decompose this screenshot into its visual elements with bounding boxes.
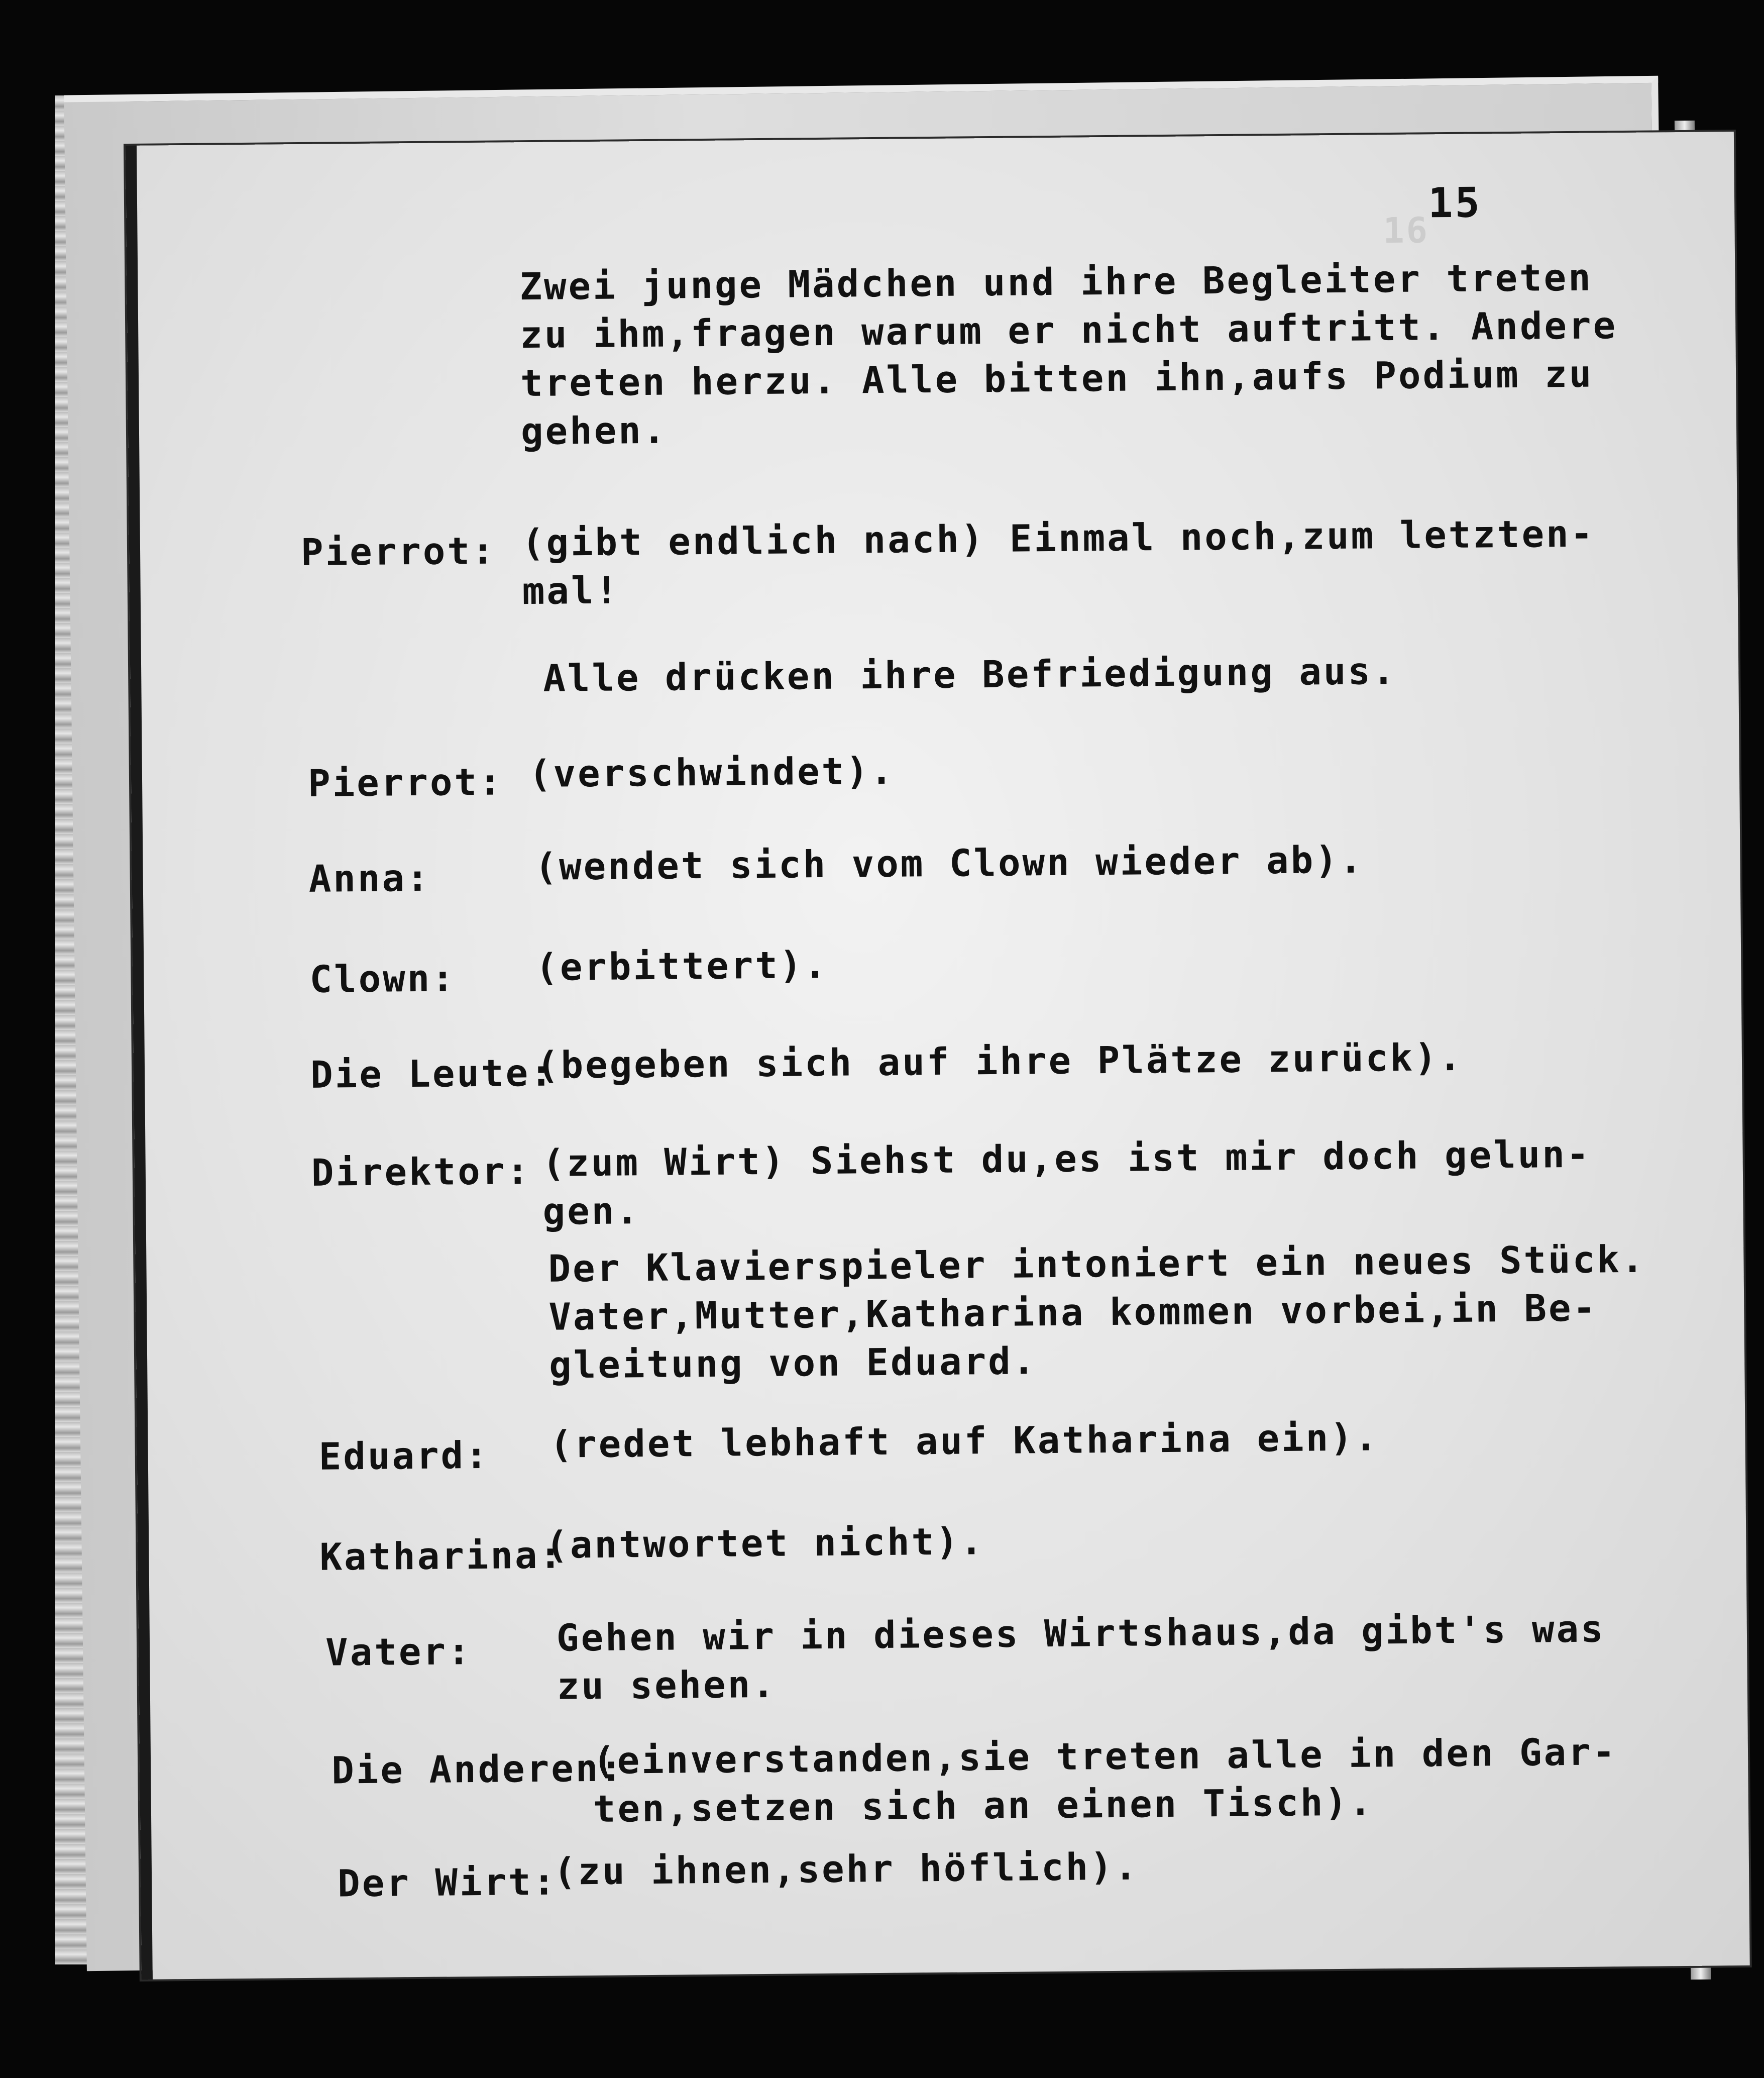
dialogue-line: (gibt endlich nach) Einmal noch,zum letzten-	[521, 512, 1595, 565]
stage-direction-line: treten herzu. Alle bitten ihn,aufs Podium zu	[520, 352, 1594, 405]
dialogue-vater	[557, 1605, 1606, 1710]
stage-direction-line: Alle drücken ihre Befriedigung aus.	[542, 649, 1397, 700]
dialogue-anna	[534, 836, 1364, 891]
dialogue-eduard	[549, 1413, 1379, 1469]
speaker-eduard: Eduard:	[318, 1433, 490, 1479]
typescript-page	[126, 132, 1750, 1980]
speaker-pierrot: Pierrot:	[307, 760, 503, 805]
speaker-katharina: Katharina:	[319, 1533, 564, 1579]
dialogue-line: (erbittert).	[535, 943, 829, 989]
stage-direction-line: zu ihm,fragen warum er nicht auftritt. Andere	[519, 304, 1618, 357]
dialogue-line: mal!	[522, 569, 620, 613]
speaker-clown: Clown:	[309, 957, 457, 1001]
speaker-die-anderen: Die Anderen:	[331, 1746, 625, 1793]
dialogue-line: (einverstanden,sie treten alle in den Gar-	[592, 1730, 1617, 1783]
dialogue-line: (redet lebhaft auf Katharina ein).	[549, 1416, 1379, 1467]
stage-direction-1	[519, 253, 1618, 456]
stage-direction-2	[543, 647, 1397, 703]
dialogue-line: gen.	[542, 1189, 641, 1233]
stage-direction-line: gehen.	[520, 408, 668, 454]
dialogue-der-wirt	[554, 1843, 1139, 1896]
dialogue-line: (verschwindet).	[528, 749, 895, 796]
speaker-anna: Anna:	[308, 856, 431, 901]
dialogue-line: (antwortet nicht).	[545, 1520, 985, 1567]
speaker-vater: Vater:	[325, 1630, 472, 1675]
dialogue-die-anderen	[593, 1728, 1618, 1833]
speaker-der-wirt: Der Wirt:	[337, 1860, 558, 1906]
dialogue-katharina	[545, 1517, 985, 1570]
dialogue-line: zu sehen.	[557, 1663, 777, 1708]
page-number: 15	[1427, 179, 1482, 228]
stage-direction-line: Der Klavierspieler intoniert ein neues Stück.	[548, 1237, 1646, 1291]
dialogue-die-leute	[536, 1033, 1464, 1090]
dialogue-pierrot-1	[522, 510, 1596, 616]
dialogue-line: (begeben sich auf ihre Plätze zurück).	[536, 1035, 1464, 1087]
dialogue-pierrot-2	[529, 747, 895, 798]
speaker-pierrot: Pierrot:	[300, 529, 496, 574]
stage-direction-3	[548, 1235, 1646, 1390]
dialogue-line: Gehen wir in dieses Wirtshaus,da gibt's was	[556, 1607, 1605, 1660]
stage-direction-line: gleitung von Eduard.	[548, 1339, 1037, 1387]
stage-direction-line: Vater,Mutter,Katharina kommen vorbei,in Be-	[548, 1286, 1598, 1339]
speaker-die-leute: Die Leute:	[310, 1051, 555, 1097]
dialogue-line: (wendet sich vom Clown wieder ab).	[534, 838, 1364, 889]
dialogue-line: (zum Wirt) Siehst du,es ist mir doch gelun-	[542, 1132, 1591, 1185]
dialogue-line: ten,setzen sich an einen Tisch).	[593, 1781, 1374, 1831]
speaker-direktor: Direktor:	[311, 1150, 531, 1195]
ghost-page-number: 16	[1383, 210, 1430, 252]
dialogue-direktor	[542, 1130, 1591, 1236]
dialogue-clown	[535, 941, 828, 992]
stage-direction-line: Zwei junge Mädchen und ihre Begleiter treten	[519, 256, 1593, 309]
dialogue-line: (zu ihnen,sehr höflich).	[553, 1845, 1139, 1894]
